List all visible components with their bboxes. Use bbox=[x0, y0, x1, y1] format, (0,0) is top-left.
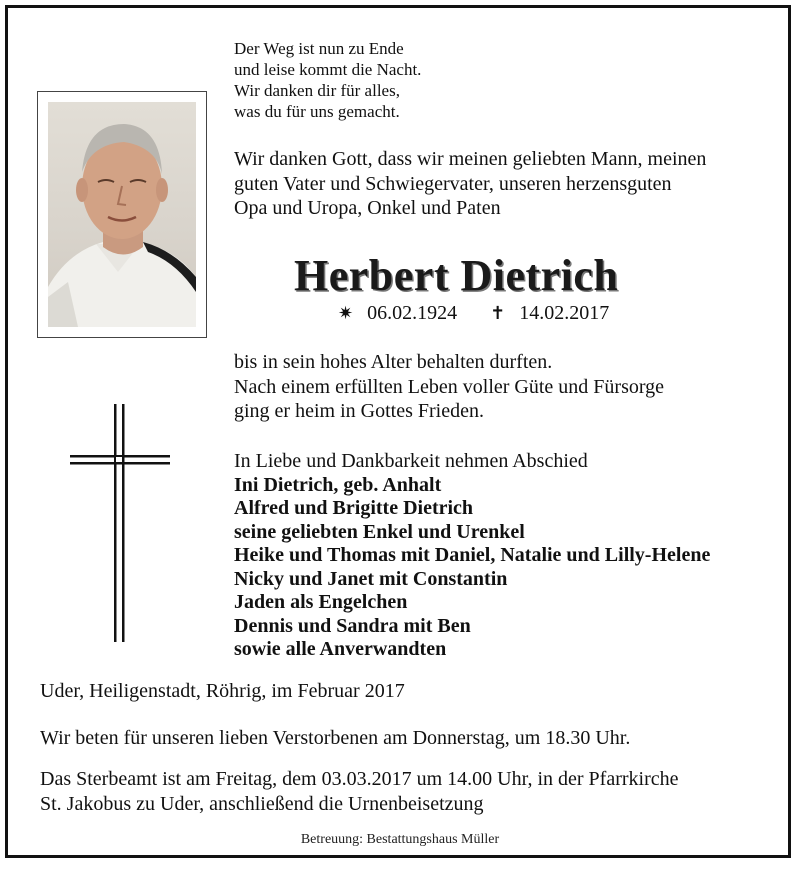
star-icon: ✷ bbox=[338, 303, 354, 323]
mourner: Heike und Thomas mit Daniel, Natalie und Lilly-Helene bbox=[234, 544, 711, 566]
intro-line: guten Vater und Schwiegervater, unseren herzensguten bbox=[234, 172, 672, 195]
life-text bbox=[234, 350, 664, 424]
birth-date: ✷ 06.02.1924 bbox=[338, 302, 458, 324]
life-line: Nach einem erfüllten Leben voller Güte und Fürsorge bbox=[234, 375, 665, 398]
intro-text bbox=[234, 147, 706, 221]
funeral-notice bbox=[40, 767, 679, 817]
intro-line: Wir danken Gott, dass wir meinen geliebten Mann, meinen bbox=[234, 148, 707, 170]
mourner: Alfred und Brigitte Dietrich bbox=[234, 497, 474, 519]
poem-line: und leise kommt die Nacht. bbox=[234, 60, 422, 79]
mourner: seine geliebten Enkel und Urenkel bbox=[234, 520, 525, 543]
cross-icon: ✝ bbox=[490, 303, 506, 323]
funeral-line: Das Sterbeamt ist am Freitag, dem 03.03.2017 um 14.00 Uhr, in der Pfarrkirche bbox=[40, 768, 679, 790]
life-line: ging er heim in Gottes Frieden. bbox=[234, 400, 484, 422]
place-date: Uder, Heiligenstadt, Röhrig, im Februar 2017 bbox=[40, 680, 405, 702]
intro-line: Opa und Uropa, Onkel und Paten bbox=[234, 197, 501, 219]
portrait-frame bbox=[37, 91, 207, 338]
deceased-name: Herbert Dietrich bbox=[294, 251, 619, 300]
mourner: Nicky und Janet mit Constantin bbox=[234, 567, 508, 590]
life-line: bis in sein hohes Alter behalten durften. bbox=[234, 351, 553, 373]
poem bbox=[234, 38, 421, 122]
farewell-intro: In Liebe und Dankbarkeit nehmen Abschied bbox=[234, 450, 588, 472]
mourner: sowie alle Anverwandten bbox=[234, 638, 447, 660]
portrait-photo bbox=[48, 102, 196, 327]
mourner: Dennis und Sandra mit Ben bbox=[234, 614, 471, 637]
mourner: Ini Dietrich, geb. Anhalt bbox=[234, 473, 442, 496]
poem-line: Der Weg ist nun zu Ende bbox=[234, 39, 404, 58]
life-dates bbox=[338, 301, 637, 325]
death-date: ✝ 14.02.2017 bbox=[490, 302, 610, 324]
poem-line: Wir danken dir für alles, bbox=[234, 81, 400, 100]
funeral-home-credit: Betreuung: Bestattungshaus Müller bbox=[300, 832, 500, 847]
portrait-image bbox=[48, 102, 196, 327]
cross-icon bbox=[70, 404, 170, 642]
prayer-notice: Wir beten für unseren lieben Verstorbenen am Donnerstag, um 18.30 Uhr. bbox=[40, 727, 631, 749]
poem-line: was du für uns gemacht. bbox=[234, 102, 400, 121]
mourner: Jaden als Engelchen bbox=[234, 591, 408, 613]
mourners-block bbox=[234, 450, 710, 662]
funeral-line: St. Jakobus zu Uder, anschließend die Urnenbeisetzung bbox=[40, 793, 484, 815]
